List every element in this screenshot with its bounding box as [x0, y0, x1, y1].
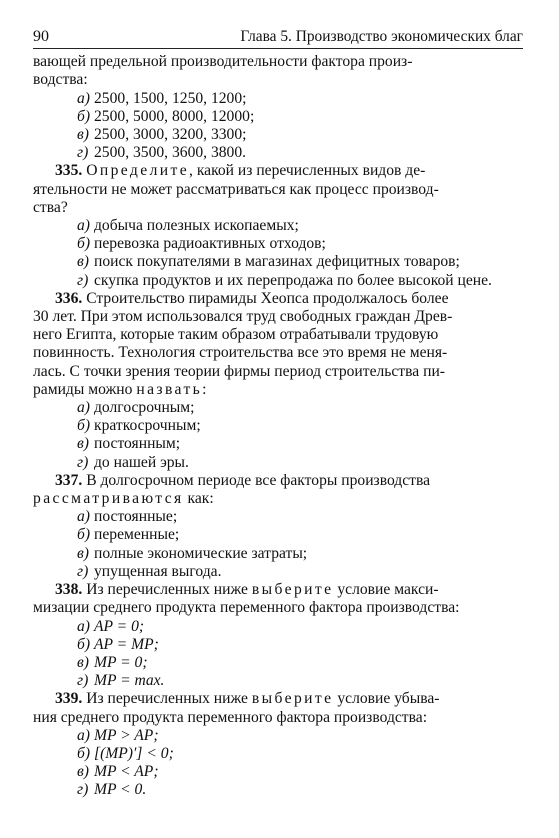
question-text: :: [202, 380, 207, 398]
answer-option: [77, 745, 523, 763]
option-letter: в): [77, 253, 89, 271]
question-text: Из перечисленных ниже: [86, 690, 248, 708]
option-text: скупка продуктов и их перепродажа по более высокой цене.: [94, 271, 492, 289]
answer-option: [77, 272, 523, 290]
question-337-line-1: [33, 472, 523, 490]
option-text: долгосрочным;: [94, 399, 195, 417]
question-336-line-1: [33, 290, 523, 308]
question-336-line-2: 30 лет. При этом использовался труд свободных граждан Древ-: [33, 308, 453, 326]
option-formula: MP = max.: [94, 672, 165, 690]
option-letter: а): [77, 508, 90, 526]
question-336-line-6: [33, 381, 523, 399]
question-338-line-2: мизации среднего продукта переменного фактора производства:: [33, 599, 460, 617]
question-keyword: выберите: [251, 581, 334, 599]
answer-option: [77, 654, 523, 672]
option-letter: б): [77, 744, 91, 762]
option-formula: AP = 0;: [94, 617, 145, 635]
option-text: переменные;: [94, 526, 180, 544]
option-text: добыча полезных ископаемых;: [94, 217, 299, 235]
option-letter: а): [77, 726, 90, 744]
option-letter: г): [77, 781, 89, 799]
option-letter: а): [77, 217, 90, 235]
question-number: 336.: [55, 289, 83, 307]
option-text: полные экономические затраты;: [94, 544, 308, 562]
answer-option: [77, 618, 523, 636]
option-text: 2500, 3000, 3200, 3300;: [94, 126, 247, 144]
option-text: 2500, 3500, 3600, 3800.: [94, 144, 247, 162]
option-text: постоянным;: [94, 435, 181, 453]
page-number: 90: [33, 28, 49, 45]
option-letter: б): [77, 417, 91, 435]
question-335: [33, 162, 523, 289]
question-text: условие убыва-: [337, 690, 440, 708]
option-text: постоянные;: [94, 508, 178, 526]
answer-option: [77, 563, 523, 581]
question-keyword: Определите: [86, 162, 190, 180]
question-text: , какой из перечисленных видов де-: [189, 162, 426, 180]
option-letter: а): [77, 399, 90, 417]
option-formula: MP < 0.: [94, 781, 147, 799]
option-letter: б): [77, 635, 91, 653]
option-letter: в): [77, 126, 89, 144]
question-339-line-1: [33, 690, 523, 708]
intro-option: [77, 126, 523, 144]
question-keyword: выберите: [251, 690, 334, 708]
question-338: [33, 581, 523, 690]
answer-option: [77, 727, 523, 745]
option-text: упущенная выгода.: [94, 562, 222, 580]
option-letter: в): [77, 763, 89, 781]
question-335-line-2: ятельности не может рассматриваться как процесс производ-: [33, 180, 439, 198]
option-letter: г): [77, 453, 89, 471]
question-336: [33, 290, 523, 472]
option-formula: MP = 0;: [94, 653, 148, 671]
question-338-line-1: [33, 581, 523, 599]
answer-option: [77, 399, 523, 417]
question-text: рамиды можно: [33, 380, 133, 398]
question-keyword: рассматриваются: [33, 490, 184, 508]
option-formula: MP < AP;: [94, 763, 159, 781]
question-337: [33, 472, 523, 581]
answer-option: [77, 636, 523, 654]
question-335-line-1: [33, 162, 523, 180]
answer-option: [77, 672, 523, 690]
option-formula: AP = MP;: [94, 635, 159, 653]
option-letter: а): [77, 89, 90, 107]
question-339-line-2: ния среднего продукта переменного фактора производства:: [33, 708, 428, 726]
option-letter: г): [77, 672, 89, 690]
question-number: 338.: [55, 581, 83, 599]
question-number: 335.: [55, 162, 83, 180]
option-text: перевозка радиоактивных отходов;: [94, 235, 326, 253]
question-337-line-2: [33, 490, 523, 508]
option-text: краткосрочным;: [94, 417, 201, 435]
question-335-line-3: ства?: [33, 198, 68, 216]
answer-option: [77, 253, 523, 271]
answer-option: [77, 435, 523, 453]
question-text: Строительство пирамиды Хеопса продолжалось более: [86, 289, 449, 307]
answer-option: [77, 526, 523, 544]
question-text: как:: [187, 490, 214, 508]
answer-option: [77, 217, 523, 235]
intro-line-1: вающей предельной производительности фактора произ-: [33, 53, 413, 71]
answer-option: [77, 454, 523, 472]
intro-option: [77, 144, 523, 162]
question-339: [33, 690, 523, 799]
question-336-line-4: повинность. Технология строительства все это время не меня-: [33, 344, 448, 362]
running-title: Глава 5. Производство экономических благ: [240, 28, 523, 45]
intro-line-2: водства:: [33, 71, 88, 89]
option-letter: б): [77, 235, 91, 253]
question-336-line-5: лась. С точки зрения теории фирмы период строительства пи-: [33, 362, 445, 380]
option-letter: г): [77, 562, 89, 580]
option-text: 2500, 5000, 8000, 12000;: [94, 107, 255, 125]
question-number: 337.: [55, 471, 83, 489]
option-formula: MP > AP;: [94, 726, 159, 744]
question-text: условие макси-: [337, 581, 439, 599]
answer-option: [77, 508, 523, 526]
answer-option: [77, 235, 523, 253]
running-header: [33, 28, 523, 49]
question-text: Из перечисленных ниже: [86, 581, 248, 599]
question-336-line-3: него Египта, которые таким образом отрабатывали трудовую: [33, 326, 439, 344]
option-text: до нашей эры.: [94, 453, 189, 471]
option-letter: г): [77, 271, 89, 289]
answer-option: [77, 417, 523, 435]
option-letter: б): [77, 526, 91, 544]
option-letter: г): [77, 144, 89, 162]
intro-option: [77, 108, 523, 126]
answer-option: [77, 763, 523, 781]
option-letter: в): [77, 653, 89, 671]
option-formula: [(MP)′] < 0;: [94, 744, 174, 762]
question-number: 339.: [55, 690, 83, 708]
option-text: поиск покупателями в магазинах дефицитных товаров;: [94, 253, 460, 271]
option-letter: б): [77, 107, 91, 125]
book-page: [33, 28, 523, 800]
option-letter: в): [77, 435, 89, 453]
option-letter: а): [77, 617, 90, 635]
answer-option: [77, 545, 523, 563]
option-text: 2500, 1500, 1250, 1200;: [94, 89, 247, 107]
question-keyword: назвать: [136, 380, 203, 398]
intro-option: [77, 90, 523, 108]
question-text: В долгосрочном периоде все факторы производства: [86, 471, 431, 489]
answer-option: [77, 781, 523, 799]
intro-options: [33, 90, 523, 163]
option-letter: в): [77, 544, 89, 562]
